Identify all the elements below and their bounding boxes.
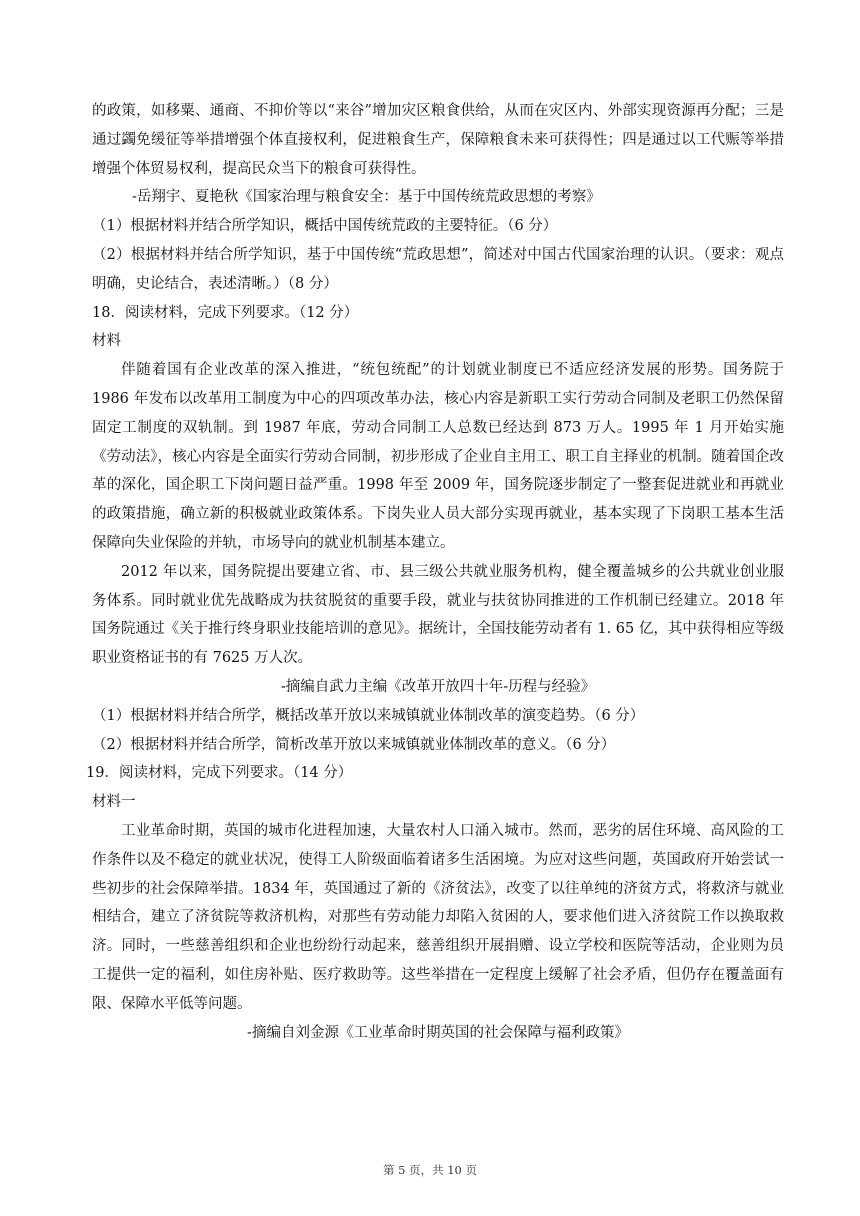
- question-18-material-paragraph-1: 伴随着国有企业改革的深入推进，“统包统配”的计划就业制度已不适应经济发展的形势。国务院于 1986 年发布以改革用工制度为中心的四项改革办法，核心内容是新职工实行劳动合同制及老职工仍然保留固定工制度的双轨制。到 1987 年底，劳动合同制工人总数已经达到 873 万人。1995 年 1 月开始实施《劳动法》，核心内容是全面实行劳动合同制，初步形成了企业自主用工、职工自主择业的机制。随着国企改革的深化，国企职工下岗问题日益严重。1998 年至 2009 年，国务院逐步制定了一整套促进就业和再就业的政策措施，确立新的积极就业政策体系。下岗失业人员大部分实现再就业，基本实现了下岗职工基本生活保障向失业保险的并轨，市场导向的就业机制基本建立。: [92, 362, 784, 551]
- page-content: [86, 97, 784, 1047]
- page-number-footer: 第 5 页，共 10 页: [382, 1163, 478, 1177]
- question-19-title: 19．阅读材料，完成下列要求。（14 分）: [86, 765, 353, 782]
- question-18-part-1: （1）根据材料并结合所学，概括改革开放以来城镇就业体制改革的演变趋势。（6 分）: [92, 707, 645, 724]
- question-19-material-paragraph-1: 工业革命时期，英国的城市化进程加速，大量农村人口涌入城市。然而，恶劣的居住环境、高风险的工作条件以及不稳定的就业状况，使得工人阶级面临着诸多生活困境。为应对这些问题，英国政府开始尝试一些初步的社会保障举措。1834 年，英国通过了新的《济贫法》，改变了以往单纯的济贫方式，将救济与就业相结合，建立了济贫院等救济机构，对那些有劳动能力却陷入贫困的人，要求他们进入济贫院工作以换取救济。同时，一些慈善组织和企业也纷纷行动起来，慈善组织开展捐赠、设立学校和医院等活动，企业则为员工提供一定的福利，如住房补贴、医疗救助等。这些举措在一定程度上缓解了社会矛盾，但仍存在覆盖面有限、保障水平低等问题。: [92, 822, 784, 1012]
- material-17-continued-paragraph: 的政策，如移粟、通商、不抑价等以“来谷”增加灾区粮食供给，从而在灾区内、外部实现资源再分配；三是通过蠲免缓征等举措增强个体直接权利，促进粮食生产，保障粮食未来可获得性；四是通过以工代赈等举措增强个体贸易权利，提高民众当下的粮食可获得性。: [92, 103, 784, 177]
- question-19-material-label: 材料一: [92, 794, 136, 811]
- question-18-material-paragraph-2: 2012 年以来，国务院提出要建立省、市、县三级公共就业服务机构，健全覆盖城乡的公共就业创业服务体系。同时就业优先战略成为扶贫脱贫的重要手段，就业与扶贫协同推进的工作机制已经建立。2018 年国务院通过《关于推行终身职业技能培训的意见》。据统计，全国技能劳动者有 1. 65 亿，其中获得相应等级职业资格证书的有 7625 万人次。: [92, 563, 784, 667]
- question-18-part-2: （2）根据材料并结合所学，简析改革开放以来城镇就业体制改革的意义。（6 分）: [92, 736, 616, 753]
- question-17-part-1: （1）根据材料并结合所学知识，概括中国传统荒政的主要特征。（6 分）: [92, 218, 558, 235]
- material-17-citation: -岳翔宇、夏艳秋《国家治理与粮食安全：基于中国传统荒政思想的考察》: [132, 189, 601, 206]
- material-19-citation: -摘编自刘金源《工业革命时期英国的社会保障与福利政策》: [247, 1024, 629, 1041]
- question-18-title: 18．阅读材料，完成下列要求。（12 分）: [92, 304, 359, 321]
- material-18-citation: -摘编自武力主编《改革开放四十年-历程与经验》: [280, 678, 596, 695]
- question-17-part-2: （2）根据材料并结合所学知识，基于中国传统“荒政思想”，简述对中国古代国家治理的认识。（要求：观点明确，史论结合，表述清晰。）（8 分）: [92, 246, 784, 292]
- question-18-material-label: 材料: [92, 333, 121, 350]
